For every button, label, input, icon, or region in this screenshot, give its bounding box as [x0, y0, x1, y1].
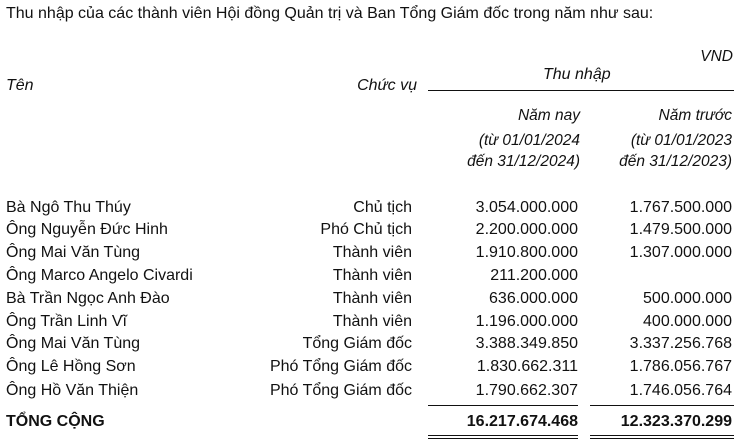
prior-income: 1.307.000.000	[629, 244, 732, 261]
table-row	[0, 199, 748, 221]
total-double-rule-current-top	[428, 435, 578, 436]
intro-text: Thu nhập của các thành viên Hội đồng Quản trị và Ban Tổng Giám đốc trong năm như sau:	[6, 5, 654, 22]
total-double-rule-current-bottom	[428, 438, 578, 439]
member-position: Phó Tổng Giám đốc	[269, 358, 412, 375]
subtotal-rule-current	[428, 405, 578, 406]
total-prior: 12.323.370.299	[620, 413, 732, 430]
current-income: 3.054.000.000	[475, 199, 578, 216]
member-position: Thành viên	[332, 267, 412, 284]
total-double-rule-prior-bottom	[590, 438, 734, 439]
current-income: 2.200.000.000	[475, 221, 578, 238]
member-name: Ông Marco Angelo Civardi	[6, 267, 193, 284]
total-double-rule-prior-top	[590, 435, 734, 436]
current-income: 211.200.000	[490, 267, 578, 284]
table-row	[0, 382, 748, 404]
current-income: 636.000.000	[489, 290, 578, 307]
header-prior-year: Năm trước	[658, 107, 732, 124]
current-income: 1.910.800.000	[475, 244, 578, 261]
subtotal-rule-prior	[590, 405, 734, 406]
prior-income: 400.000.000	[643, 313, 732, 330]
prior-income: 1.786.056.767	[629, 358, 732, 375]
prior-income: 1.746.056.764	[629, 382, 732, 399]
current-period-line2: đến 31/12/2024)	[467, 153, 580, 170]
prior-income: 3.337.256.768	[629, 335, 732, 352]
current-income: 1.830.662.311	[476, 358, 578, 375]
table-row	[0, 221, 748, 243]
member-name: Ông Nguyễn Đức Hinh	[6, 221, 168, 238]
member-position: Thành viên	[332, 313, 412, 330]
member-position: Thành viên	[332, 244, 412, 261]
table-row	[0, 313, 748, 335]
prior-income: 1.479.500.000	[629, 221, 732, 238]
header-name: Tên	[6, 77, 34, 94]
income-header-rule	[428, 90, 734, 91]
header-current-year: Năm nay	[517, 107, 580, 124]
member-name: Ông Mai Văn Tùng	[6, 244, 141, 261]
table-row	[0, 244, 748, 266]
table-row	[0, 267, 748, 289]
table-row	[0, 335, 748, 357]
current-income: 1.196.000.000	[475, 313, 578, 330]
member-name: Bà Ngô Thu Thúy	[6, 199, 131, 216]
total-current: 16.217.674.468	[466, 413, 578, 430]
prior-income: 500.000.000	[643, 290, 732, 307]
prior-period	[619, 130, 732, 172]
header-income: Thu nhập	[543, 66, 611, 83]
member-position: Thành viên	[332, 290, 412, 307]
prior-period-line2: đến 31/12/2023)	[619, 153, 732, 170]
currency-unit: VND	[700, 48, 733, 65]
member-name: Bà Trần Ngọc Anh Đào	[6, 290, 170, 307]
prior-income: 1.767.500.000	[629, 199, 732, 216]
member-position: Phó Tổng Giám đốc	[269, 382, 412, 399]
current-income: 1.790.662.307	[475, 382, 578, 399]
current-income: 3.388.349.850	[475, 335, 578, 352]
table-row	[0, 290, 748, 312]
member-name: Ông Mai Văn Tùng	[6, 335, 141, 352]
current-period-line1: (từ 01/01/2024	[478, 132, 580, 149]
member-name: Ông Hồ Văn Thiện	[6, 382, 139, 399]
member-position: Phó Chủ tịch	[320, 221, 412, 238]
member-position: Chủ tịch	[353, 199, 412, 216]
table-row	[0, 358, 748, 380]
member-name: Ông Trần Linh Vĩ	[6, 313, 127, 330]
header-position: Chức vụ	[357, 77, 417, 94]
member-position: Tổng Giám đốc	[302, 335, 412, 352]
total-label: TỔNG CỘNG	[6, 413, 105, 430]
member-name: Ông Lê Hồng Sơn	[6, 358, 136, 375]
current-period	[467, 130, 580, 172]
prior-period-line1: (từ 01/01/2023	[630, 132, 732, 149]
